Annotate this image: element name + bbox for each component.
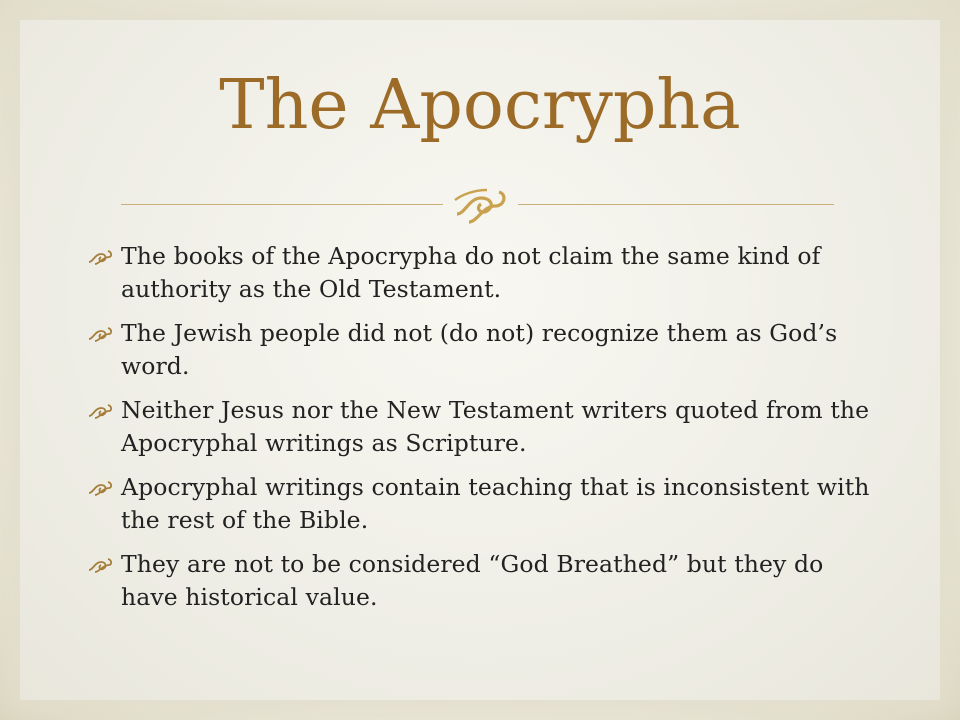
- quill-bullet-icon: [87, 326, 113, 342]
- quill-bullet-icon: [87, 403, 113, 419]
- bullet-item: [85, 317, 885, 383]
- bullet-item: [85, 240, 885, 306]
- title-divider-right: [518, 204, 834, 205]
- bullet-item: [85, 548, 885, 614]
- bullet-text: The books of the Apocrypha do not claim the same kind of authority as the Old Testament.: [121, 242, 821, 303]
- quill-bullet-icon: [87, 249, 113, 265]
- title-divider-left: [121, 204, 443, 205]
- quill-bullet-icon: [87, 480, 113, 496]
- bullet-text: They are not to be considered “God Breathed” but they do have historical value.: [121, 550, 824, 611]
- bullet-item: [85, 471, 885, 537]
- bullet-list: [85, 240, 885, 625]
- bullet-text: Apocryphal writings contain teaching that is inconsistent with the rest of the Bible.: [121, 473, 870, 534]
- bullet-item: [85, 394, 885, 460]
- quill-bullet-icon: [87, 557, 113, 573]
- slide-title: The Apocrypha: [219, 66, 741, 145]
- bullet-text: The Jewish people did not (do not) recognize them as God’s word.: [121, 319, 838, 380]
- scroll-ornament-icon: [447, 184, 513, 224]
- bullet-text: Neither Jesus nor the New Testament writers quoted from the Apocryphal writings as Scripture.: [121, 396, 870, 457]
